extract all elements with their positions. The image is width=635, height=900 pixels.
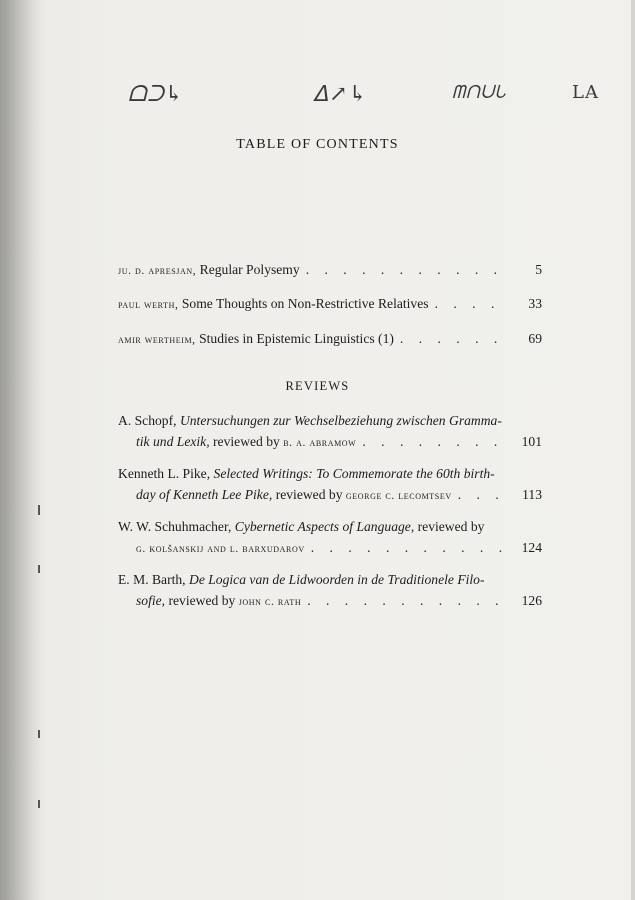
reviewer: george c. lecomtsev (345, 490, 452, 502)
review-title: Untersuchungen zur Wechselbeziehung zwischen Gramma- (179, 413, 502, 428)
review-title: Selected Writings: To Commemorate the 60th birth- (213, 466, 495, 481)
review-entry (118, 463, 542, 507)
entry-author: paul werth, (118, 299, 179, 311)
review-author: Kenneth L. Pike, (118, 466, 211, 481)
entry-page: 69 (528, 331, 542, 346)
margin-mark (38, 505, 40, 515)
dot-leader (362, 431, 508, 452)
reviewer: g. kolšanskij and l. barxudarov (136, 543, 305, 555)
handwritten-note-3: ᗰᑎᑌᒐ (452, 82, 507, 103)
reviewed-by: reviewed by (168, 593, 236, 608)
entry-page: 33 (528, 296, 542, 311)
handwritten-note-4: LA (572, 82, 599, 103)
reviewed-by: reviewed by (213, 434, 280, 449)
review-title-cont: tik und Lexik, (136, 434, 210, 449)
page-title: TABLE OF CONTENTS (236, 137, 399, 152)
handwritten-note-2: ᐃ↗↳ (313, 82, 368, 107)
page-edge (631, 0, 635, 900)
review-page: 113 (522, 487, 542, 502)
margin-mark (38, 800, 40, 808)
entry-title: Regular Polysemy (199, 262, 300, 277)
review-title: Cybernetic Aspects of Language, (234, 519, 415, 534)
review-entry (118, 569, 542, 613)
margin-mark (38, 565, 40, 573)
review-page: 101 (521, 434, 542, 449)
dot-leader (306, 259, 508, 280)
entry-title: Studies in Epistemic Linguistics (1) (199, 331, 394, 346)
review-author: E. M. Barth, (118, 572, 186, 587)
dot-leader (311, 537, 508, 558)
entry-author: ju. d. apresjan, (118, 265, 197, 277)
reviewer: b. a. abramow (283, 437, 357, 449)
reviewer: john c. rath (238, 596, 302, 608)
reviewed-by: reviewed by (417, 519, 485, 534)
review-author: W. W. Schuhmacher, (118, 519, 232, 534)
dot-leader (307, 590, 508, 611)
toc-entry (118, 328, 542, 351)
review-title-cont: day of Kenneth Lee Pike, (136, 487, 273, 502)
toc-entry (118, 259, 542, 282)
entry-title: Some Thoughts on Non-Restrictive Relatives (181, 296, 429, 311)
review-title: De Logica van de Lidwoorden in de Traditionele Filo- (189, 572, 485, 587)
reviews-heading: REVIEWS (285, 379, 350, 393)
entry-author: amir wertheim, (118, 334, 196, 346)
review-author: A. Schopf, (118, 413, 177, 428)
toc-entry (118, 293, 542, 316)
dot-leader (435, 293, 508, 314)
dot-leader (458, 484, 508, 505)
review-entry (118, 410, 542, 454)
margin-mark (38, 730, 40, 738)
review-page: 124 (521, 540, 542, 555)
entry-page: 5 (535, 262, 542, 277)
handwritten-note-1: ᗝᑐ↳ (128, 82, 185, 107)
dot-leader (400, 328, 508, 349)
review-title-cont: sofie, (136, 593, 166, 608)
review-entry (118, 516, 542, 560)
spine-shadow (0, 0, 46, 900)
review-page: 126 (521, 593, 542, 608)
reviewed-by: reviewed by (275, 487, 343, 502)
